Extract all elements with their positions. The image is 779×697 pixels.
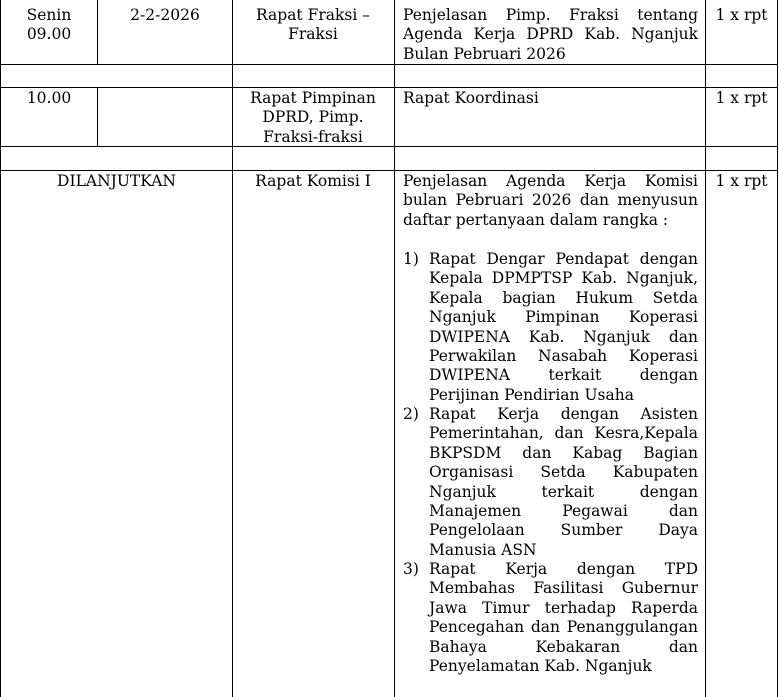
item-number: 1) (403, 250, 419, 268)
grid-line (777, 0, 778, 697)
volume-cell: 1 x rpt (715, 6, 768, 24)
description-cell: Rapat Koordinasi (403, 89, 539, 107)
grid-line (394, 0, 395, 697)
grid-line (0, 146, 778, 147)
grid-line (97, 87, 98, 146)
item-text: Rapat Kerja dengan Asisten Pemerintahan, dan Kesra,Kepala BKPSDM dan Kabag Bagian Organisasi Setda Kabupaten Nganjuk terkait dengan Manajemen Pegawai dan Pengelolaan Sumber Daya Manusia ASN (429, 405, 698, 559)
volume-cell: 1 x rpt (715, 89, 768, 107)
grid-line (0, 87, 778, 88)
time-cell: 10.00 (26, 89, 72, 107)
activity-cell: Rapat Fraksi – Fraksi (256, 6, 370, 44)
date-cell: 2-2-2026 (130, 6, 200, 24)
item-text: Rapat Dengar Pendapat dengan Kepala DPMPTSP Kab. Nganjuk, Kepala bagian Hukum Setda Nganjuk Pimpinan Koperasi DWIPENA Kab. Nganjuk dan Perwakilan Nasabah Koperasi DWIPENA terkait dengan Perijinan Pendirian Usaha (429, 250, 698, 404)
activity-cell: Rapat Pimpinan DPRD, Pimp. Fraksi-fraksi (250, 89, 376, 146)
continued-cell: DILANJUTKAN (57, 172, 176, 190)
grid-line (232, 0, 233, 697)
time-cell (1, 6, 97, 45)
description-intro: Penjelasan Agenda Kerja Komisi bulan Pebruari 2026 dan menyusun daftar pertanyaan dalam rangka : (403, 172, 698, 229)
time-text: 09.00 (26, 25, 72, 44)
day-text: Senin (26, 6, 72, 24)
item-number: 2) (403, 405, 419, 423)
activity-cell: Rapat Komisi I (255, 172, 371, 190)
grid-line (0, 170, 778, 171)
item-text: Rapat Kerja dengan TPD Membahas Fasilitasi Gubernur Jawa Timur terhadap Raperda Pencegahan dan Penanggulangan Bahaya Kebakaran dan Penyelamatan Kab. Nganjuk (429, 560, 698, 676)
volume-cell: 1 x rpt (715, 172, 768, 190)
description-cell: Penjelasan Pimp. Fraksi tentang Agenda Kerja DPRD Kab. Nganjuk Bulan Pebruari 2026 (403, 6, 698, 63)
item-number: 3) (403, 560, 419, 578)
